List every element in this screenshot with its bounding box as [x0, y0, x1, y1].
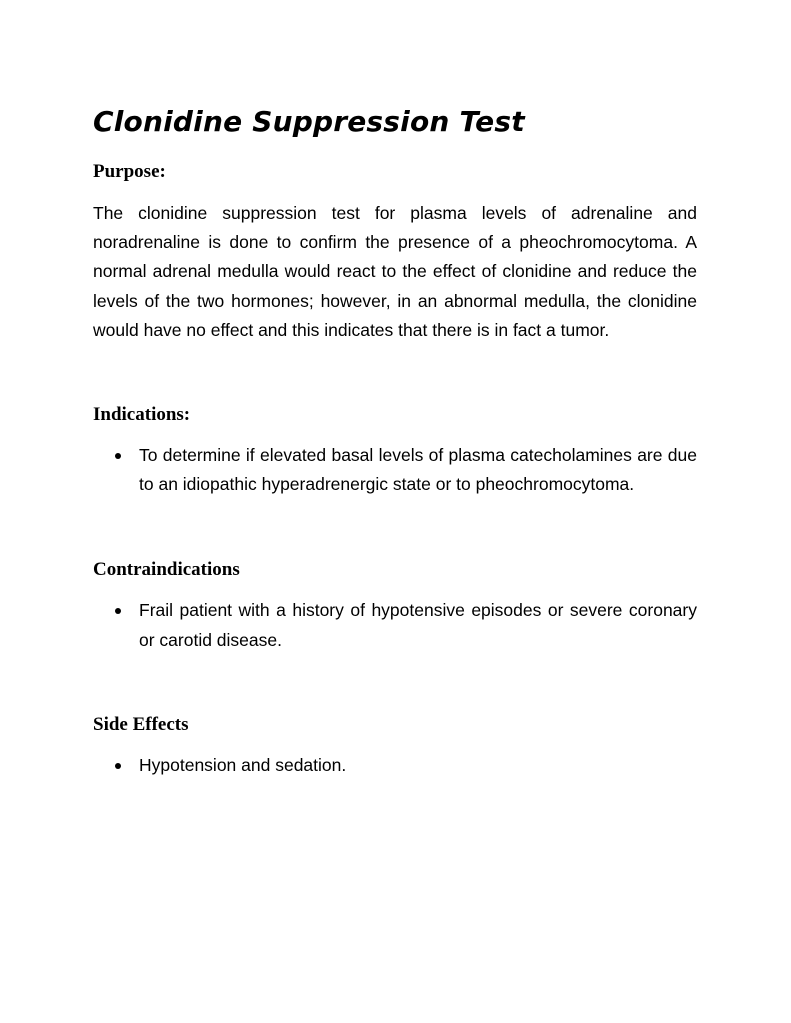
bullet-icon [115, 763, 121, 769]
purpose-heading: Purpose: [93, 161, 166, 182]
side-effects-heading: Side Effects [93, 713, 189, 735]
list-item-text: Frail patient with a history of hypotensive episodes or severe coronary or carotid disease. [139, 600, 697, 650]
contraindications-heading: Contraindications [93, 559, 240, 581]
bullet-icon [115, 453, 121, 459]
indications-heading: Indications: [93, 404, 191, 426]
list-item [93, 596, 697, 654]
indications-list [93, 441, 697, 499]
side-effects-list [93, 751, 697, 780]
contraindications-list [93, 596, 697, 654]
document-page [93, 104, 697, 780]
document-title: Clonidine Suppression Test [93, 105, 525, 138]
list-item [93, 751, 697, 780]
list-item-text: Hypotension and sedation. [139, 754, 347, 775]
list-item [93, 441, 697, 499]
list-item-text: To determine if elevated basal levels of plasma catecholamines are due to an idiopathic hyperadrenergic state or to pheochromocytoma. [139, 445, 697, 495]
purpose-paragraph: The clonidine suppression test for plasma levels of adrenaline and noradrenaline is done to confirm the presence of a pheochromocytoma. A normal adrenal medulla would react to the effect of clonidine and reduce the levels of the two hormones; however, in an abnormal medulla, the clonidine would have no effect and this indicates that there is in fact a tumor. [93, 203, 697, 340]
bullet-icon [115, 608, 121, 614]
